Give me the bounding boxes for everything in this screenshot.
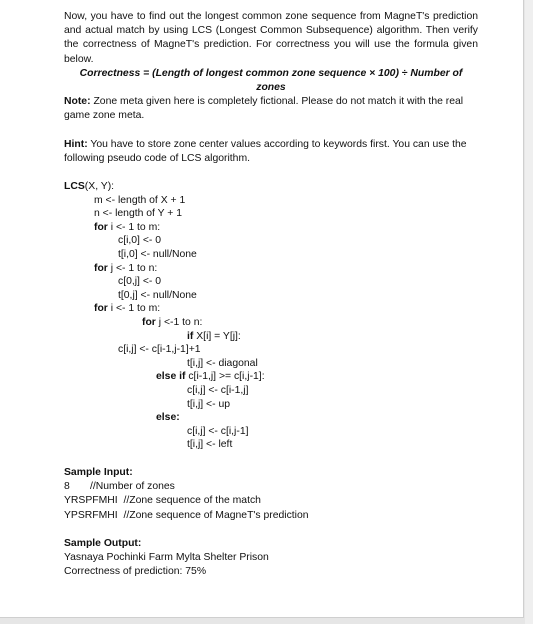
- pseudocode-keyword: else:: [156, 412, 180, 424]
- pseudocode-text: t[0,j] <- null/None: [118, 289, 197, 301]
- sample-output-line: Yasnaya Pochinki Farm Mylta Shelter Prison: [64, 551, 269, 563]
- pseudocode-keyword: for: [94, 303, 108, 315]
- pseudocode-header: [64, 180, 478, 194]
- pseudocode-line: [64, 425, 478, 439]
- pseudocode-text: t[i,j] <- diagonal: [187, 357, 258, 369]
- pseudocode-line: [64, 316, 478, 330]
- pseudocode-line: [64, 207, 478, 221]
- sample-output-block: [64, 537, 478, 580]
- hint-paragraph: [64, 138, 478, 166]
- pseudocode-line: [64, 275, 478, 289]
- pseudocode-line: [64, 194, 478, 208]
- pseudocode-text: c[i-1,j] >= c[i,j-1]:: [185, 371, 265, 383]
- pseudocode-text: j <-1 to n:: [155, 316, 203, 328]
- function-name: LCS: [64, 181, 85, 193]
- spacer: [64, 452, 478, 466]
- spacer: [64, 124, 478, 138]
- pseudocode-line: [64, 411, 478, 425]
- function-params: (X, Y):: [84, 181, 115, 193]
- pseudocode-text: c[i,j] <- c[i,j-1]: [187, 425, 249, 437]
- pseudocode-line: [64, 438, 478, 452]
- sample-input-line: 8 //Number of zones: [64, 481, 175, 493]
- pseudocode-keyword: for: [94, 221, 108, 233]
- pseudocode-block: [64, 180, 478, 452]
- pseudocode-line: [64, 262, 478, 276]
- hint-text: You have to store zone center values according to keywords first. You can use the following pseudo code of LCS algorithm.: [64, 138, 467, 164]
- pseudocode-text: c[i,j] <- c[i-1,j]: [187, 384, 249, 396]
- spacer: [64, 166, 478, 180]
- document-content: [64, 10, 478, 579]
- sample-input-label: Sample Input:: [64, 466, 133, 478]
- sample-input-line: YPSRFMHI //Zone sequence of MagneT's prediction: [64, 509, 309, 521]
- pseudocode-text: t[i,0] <- null/None: [118, 249, 197, 260]
- pseudocode-text: c[0,j] <- 0: [118, 276, 162, 288]
- note-text: Zone meta given here is completely fictional. Please do not match it with the real game zone meta.: [64, 96, 464, 122]
- pseudocode-text: c[i,0] <- 0: [118, 235, 162, 247]
- pseudocode-line: [64, 234, 478, 248]
- pseudocode-line: [64, 370, 478, 384]
- pseudocode-text: m <- length of X + 1: [94, 194, 186, 206]
- sample-output-line: Correctness of prediction: 75%: [64, 566, 207, 578]
- hint-label: Hint:: [64, 138, 88, 150]
- vertical-scrollbar[interactable]: [525, 0, 533, 624]
- sample-input-line: YRSPFMHI //Zone sequence of the match: [64, 495, 261, 507]
- pseudocode-lines: [64, 194, 478, 452]
- pseudocode-text: X[i] = Y[j]:: [193, 330, 241, 342]
- pseudocode-keyword: else if: [156, 371, 186, 383]
- pseudocode-line: [64, 248, 478, 262]
- pseudocode-line: [64, 289, 478, 303]
- pseudocode-text: t[i,j] <- left: [187, 439, 233, 451]
- pseudocode-keyword: for: [142, 316, 156, 328]
- correctness-formula: Correctness = (Length of longest common zone sequence × 100) ÷ Number of zones: [79, 67, 463, 94]
- pseudocode-line: [64, 398, 478, 412]
- pseudocode-line: [64, 302, 478, 316]
- pseudocode-text: j <- 1 to n:: [107, 262, 158, 274]
- pseudocode-line: [64, 330, 478, 344]
- pseudocode-text: n <- length of Y + 1: [94, 208, 183, 220]
- pseudocode-line: [64, 384, 478, 398]
- note-label: Note:: [64, 96, 91, 108]
- pseudocode-text: t[i,j] <- up: [187, 398, 231, 410]
- intro-paragraph: Now, you have to find out the longest common zone sequence from MagneT's prediction and actual match by using LCS (Longest Common Subsequence) algorithm. Then verify the correctness of MagneT's prediction. For correctness you will use the formula given below.: [64, 11, 478, 65]
- pseudocode-text: i <- 1 to m:: [107, 221, 161, 233]
- sample-input-block: [64, 466, 478, 523]
- pseudocode-keyword: for: [94, 262, 108, 274]
- spacer: [64, 523, 478, 537]
- pseudocode-text: i <- 1 to m:: [107, 303, 161, 315]
- pseudocode-text: c[i,j] <- c[i-1,j-1]+1: [118, 344, 201, 356]
- pseudocode-line: [64, 221, 478, 235]
- pseudocode-keyword: if: [187, 330, 194, 342]
- pseudocode-line: [64, 357, 478, 371]
- note-paragraph: [64, 95, 478, 123]
- pseudocode-line: [64, 343, 478, 357]
- sample-output-label: Sample Output:: [64, 537, 142, 549]
